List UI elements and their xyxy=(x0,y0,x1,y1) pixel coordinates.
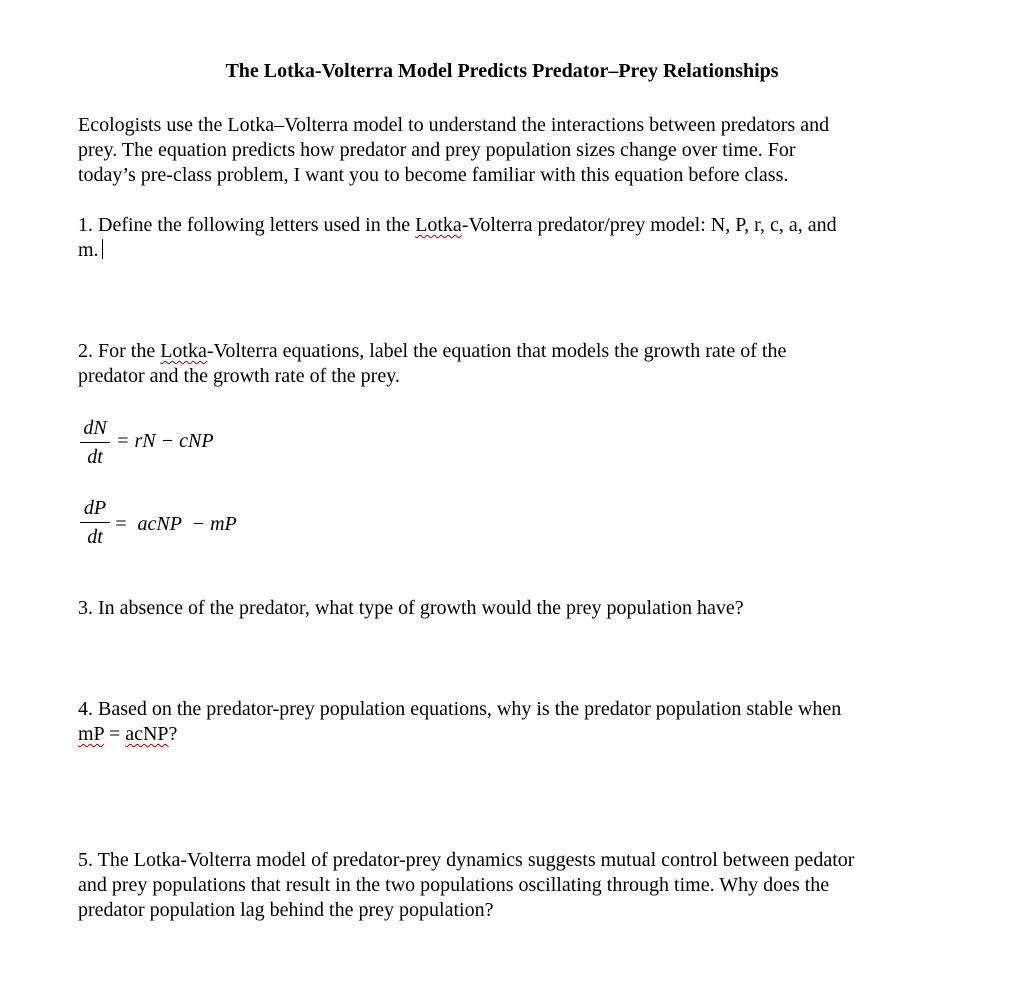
predator-fraction-bar xyxy=(80,522,110,523)
question-1[interactable] xyxy=(78,213,938,263)
question-2-line-1 xyxy=(78,339,938,364)
question-2-line-2: predator and the growth rate of the prey. xyxy=(78,365,400,387)
prey-numerator: dN xyxy=(83,417,107,439)
q2-text-a: 2. For the xyxy=(78,340,161,362)
q4-question-mark: ? xyxy=(168,723,178,745)
prey-fraction-bar xyxy=(80,442,110,443)
question-4 xyxy=(78,697,938,747)
q1-text-line-2: m. xyxy=(78,239,99,261)
question-1-line-1 xyxy=(78,213,938,238)
question-5-line-1: 5. The Lotka-Volterra model of predator-prey dynamics suggests mutual control between pedator xyxy=(78,849,855,871)
question-3 xyxy=(78,596,938,621)
question-4-line-2 xyxy=(78,722,938,747)
question-4-line-1: 4. Based on the predator-prey population equations, why is the predator population stable when xyxy=(78,698,842,720)
q1-spellcheck-lotka: Lotka xyxy=(415,214,462,236)
q4-spellcheck-mp: mP xyxy=(78,723,104,745)
intro-line-2: prey. The equation predicts how predator and prey population sizes change over time. For xyxy=(78,139,796,161)
q1-text-a: 1. Define the following letters used in the xyxy=(78,214,416,236)
q4-spellcheck-acnp: acNP xyxy=(125,723,169,745)
question-2 xyxy=(78,339,938,389)
intro-paragraph xyxy=(78,113,938,188)
q2-text-c: -Volterra equations, label the equation that models the growth rate of the xyxy=(206,340,787,362)
predator-numerator: dP xyxy=(83,497,107,519)
question-5 xyxy=(78,848,958,923)
q2-spellcheck-lotka: Lotka xyxy=(160,340,207,362)
text-cursor xyxy=(102,239,103,259)
question-5-line-2: and prey populations that result in the two populations oscillating through time. Why does the xyxy=(78,874,830,896)
intro-line-3: today’s pre-class problem, I want you to become familiar with this equation before class. xyxy=(78,164,789,186)
question-5-line-3: predator population lag behind the prey population? xyxy=(78,899,494,921)
document-title: The Lotka-Volterra Model Predicts Predator–Prey Relationships xyxy=(225,60,779,82)
q1-text-c: -Volterra predator/prey model: N, P, r, c, a, and xyxy=(461,214,837,236)
question-1-line-2 xyxy=(78,238,938,263)
question-3-line-1: 3. In absence of the predator, what type of growth would the prey population have? xyxy=(78,597,744,619)
intro-line-1: Ecologists use the Lotka–Volterra model to understand the interactions between predators and xyxy=(78,114,830,136)
predator-denominator: dt xyxy=(87,526,103,548)
prey-equation-rhs: = rN − cNP xyxy=(116,430,214,452)
predator-equation-rhs: = acNP − mP xyxy=(114,513,237,535)
q4-equals: = xyxy=(103,723,126,745)
prey-denominator: dt xyxy=(87,446,103,468)
